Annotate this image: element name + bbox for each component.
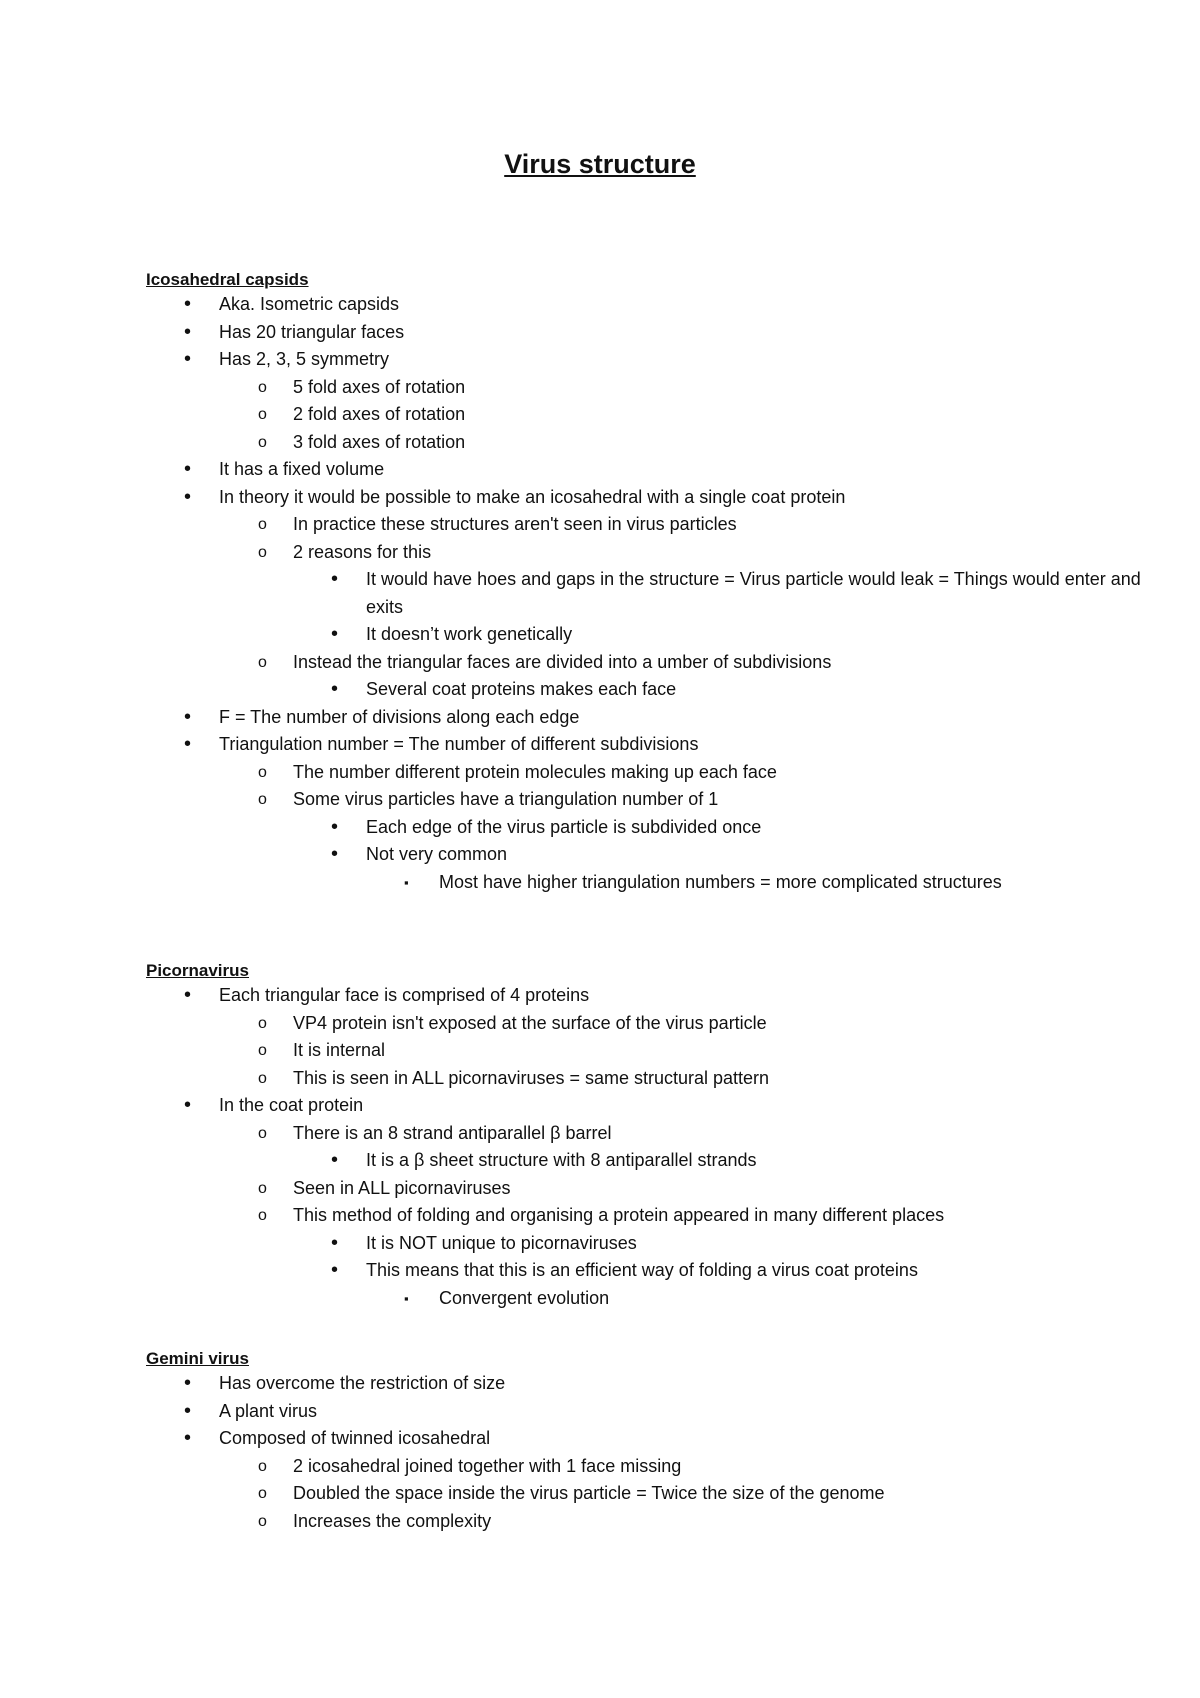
- list-item: [146, 484, 1146, 512]
- square-bullet-icon: [404, 1285, 409, 1315]
- list-item-text: Instead the triangular faces are divided into a umber of subdivisions: [293, 651, 832, 672]
- bullet-icon: [184, 484, 191, 513]
- bullet-icon: [184, 1092, 191, 1121]
- bullet-icon: [184, 1398, 191, 1427]
- list-item-text: 3 fold axes of rotation: [293, 431, 466, 452]
- circle-bullet-icon: [258, 649, 267, 677]
- list-item: [146, 1370, 1146, 1398]
- list-item-text: It is a β sheet structure with 8 antiparallel strands: [366, 1150, 757, 1170]
- list-item-text: It is internal: [293, 1040, 386, 1060]
- list-item: [146, 1175, 1146, 1203]
- list-item: [146, 759, 1146, 787]
- list-item-text: This method of folding and organising a protein appeared in many different places: [293, 1205, 945, 1225]
- list-item-text: Has overcome the restriction of size: [219, 1373, 506, 1393]
- circle-bullet-icon: [258, 1480, 267, 1508]
- section-heading: Icosahedral capsids: [146, 270, 309, 289]
- circle-bullet-icon: [258, 374, 267, 402]
- list-item: [146, 346, 1146, 374]
- list-item: [146, 1037, 1146, 1065]
- bullet-icon: [184, 456, 191, 485]
- list-item-text: Composed of twinned icosahedral: [219, 1428, 491, 1448]
- bullet-list: [146, 982, 1146, 1312]
- bullet-icon: [184, 731, 191, 760]
- list-item-text: 2 reasons for this: [293, 541, 432, 562]
- circle-bullet-icon: [258, 1202, 267, 1230]
- list-item-text: It doesn’t work genetically: [366, 624, 573, 644]
- list-item-text: Each triangular face is comprised of 4 proteins: [219, 985, 590, 1005]
- list-item: [146, 869, 1146, 897]
- circle-bullet-icon: [258, 539, 267, 567]
- list-item-text: Aka. Isometric capsids: [219, 294, 400, 314]
- list-item: [146, 566, 1146, 621]
- list-item-text: A plant virus: [219, 1400, 318, 1421]
- section-picornavirus: [146, 959, 1146, 1312]
- list-item: [146, 1147, 1146, 1175]
- list-item-text: 5 fold axes of rotation: [293, 376, 466, 397]
- bullet-icon: [184, 346, 191, 375]
- list-item: [146, 1425, 1146, 1453]
- list-item: [146, 511, 1146, 539]
- circle-bullet-icon: [258, 1065, 267, 1093]
- list-item: [146, 704, 1146, 732]
- list-item-text: VP4 protein isn't exposed at the surface of the virus particle: [293, 1012, 767, 1033]
- circle-bullet-icon: [258, 511, 267, 539]
- section-gemini-virus: [146, 1347, 1146, 1535]
- circle-bullet-icon: [258, 1175, 267, 1203]
- circle-bullet-icon: [258, 1508, 267, 1536]
- list-item-text: Triangulation number = The number of different subdivisions: [219, 734, 699, 754]
- bullet-icon: [184, 704, 191, 733]
- bullet-icon: [331, 566, 338, 595]
- circle-bullet-icon: [258, 1037, 267, 1065]
- list-item: [146, 814, 1146, 842]
- circle-bullet-icon: [258, 1120, 267, 1148]
- list-item-text: In the coat protein: [219, 1095, 364, 1115]
- list-item: [146, 1257, 1146, 1285]
- list-item-text: Seen in ALL picornaviruses: [293, 1177, 511, 1198]
- list-item-text: Has 20 triangular faces: [219, 321, 405, 342]
- list-item-text: Convergent evolution: [439, 1287, 610, 1308]
- list-item-text: Has 2, 3, 5 symmetry: [219, 349, 390, 369]
- list-item: [146, 456, 1146, 484]
- bullet-icon: [331, 1257, 338, 1286]
- bullet-icon: [331, 841, 338, 870]
- list-item-text: This means that this is an efficient way of folding a virus coat proteins: [366, 1260, 918, 1280]
- list-item: [146, 1092, 1146, 1120]
- list-item-text: Some virus particles have a triangulation number of 1: [293, 789, 719, 809]
- list-item: [146, 676, 1146, 704]
- section-heading: Picornavirus: [146, 961, 249, 980]
- list-item-text: Each edge of the virus particle is subdivided once: [366, 816, 762, 837]
- list-item-text: Not very common: [366, 844, 508, 864]
- list-item: [146, 1480, 1146, 1508]
- list-item: [146, 539, 1146, 567]
- list-item-text: 2 icosahedral joined together with 1 face missing: [293, 1455, 682, 1476]
- square-bullet-icon: [404, 869, 409, 899]
- page-title: Virus structure: [504, 149, 696, 179]
- list-item-text: F = The number of divisions along each edge: [219, 706, 580, 727]
- list-item: [146, 1010, 1146, 1038]
- bullet-icon: [184, 1425, 191, 1454]
- bullet-icon: [331, 1230, 338, 1259]
- list-item-text: The number different protein molecules making up each face: [293, 761, 777, 782]
- list-item-text: Most have higher triangulation numbers = more complicated structures: [439, 871, 1002, 892]
- bullet-icon: [184, 1370, 191, 1399]
- bullet-icon: [331, 1147, 338, 1176]
- section-heading: Gemini virus: [146, 1349, 249, 1368]
- list-item: [146, 621, 1146, 649]
- list-item: [146, 982, 1146, 1010]
- list-item-text: It is NOT unique to picornaviruses: [366, 1232, 637, 1253]
- list-item: [146, 374, 1146, 402]
- circle-bullet-icon: [258, 1453, 267, 1481]
- list-item: [146, 401, 1146, 429]
- list-item: [146, 291, 1146, 319]
- list-item-text: In practice these structures aren't seen in virus particles: [293, 514, 737, 534]
- bullet-icon: [331, 621, 338, 650]
- list-item-text: It has a fixed volume: [219, 459, 385, 479]
- bullet-icon: [331, 676, 338, 705]
- list-item: [146, 841, 1146, 869]
- list-item: [146, 649, 1146, 677]
- list-item: [146, 319, 1146, 347]
- list-item: [146, 429, 1146, 457]
- list-item-text: Doubled the space inside the virus particle = Twice the size of the genome: [293, 1483, 885, 1503]
- list-item: [146, 1508, 1146, 1536]
- bullet-icon: [184, 319, 191, 348]
- bullet-list: [146, 1370, 1146, 1535]
- circle-bullet-icon: [258, 759, 267, 787]
- list-item: [146, 1453, 1146, 1481]
- list-item: [146, 1065, 1146, 1093]
- circle-bullet-icon: [258, 786, 267, 814]
- list-item: [146, 1285, 1146, 1313]
- list-item-text: There is an 8 strand antiparallel β barrel: [293, 1122, 612, 1143]
- bullet-icon: [184, 291, 191, 320]
- list-item: [146, 731, 1146, 759]
- bullet-list: [146, 291, 1146, 896]
- list-item: [146, 1230, 1146, 1258]
- list-item-text: In theory it would be possible to make an icosahedral with a single coat protein: [219, 486, 846, 507]
- bullet-icon: [331, 814, 338, 843]
- bullet-icon: [184, 982, 191, 1011]
- list-item: [146, 1120, 1146, 1148]
- list-item: [146, 1398, 1146, 1426]
- circle-bullet-icon: [258, 401, 267, 429]
- list-item-text: 2 fold axes of rotation: [293, 404, 466, 424]
- circle-bullet-icon: [258, 429, 267, 457]
- section-icosahedral-capsids: [146, 268, 1146, 896]
- list-item: [146, 1202, 1146, 1230]
- list-item-text: It would have hoes and gaps in the structure = Virus particle would leak = Things would enter and exits: [366, 569, 1141, 617]
- list-item: [146, 786, 1146, 814]
- list-item-text: Increases the complexity: [293, 1510, 492, 1531]
- circle-bullet-icon: [258, 1010, 267, 1038]
- list-item-text: Several coat proteins makes each face: [366, 679, 677, 699]
- list-item-text: This is seen in ALL picornaviruses = same structural pattern: [293, 1067, 770, 1088]
